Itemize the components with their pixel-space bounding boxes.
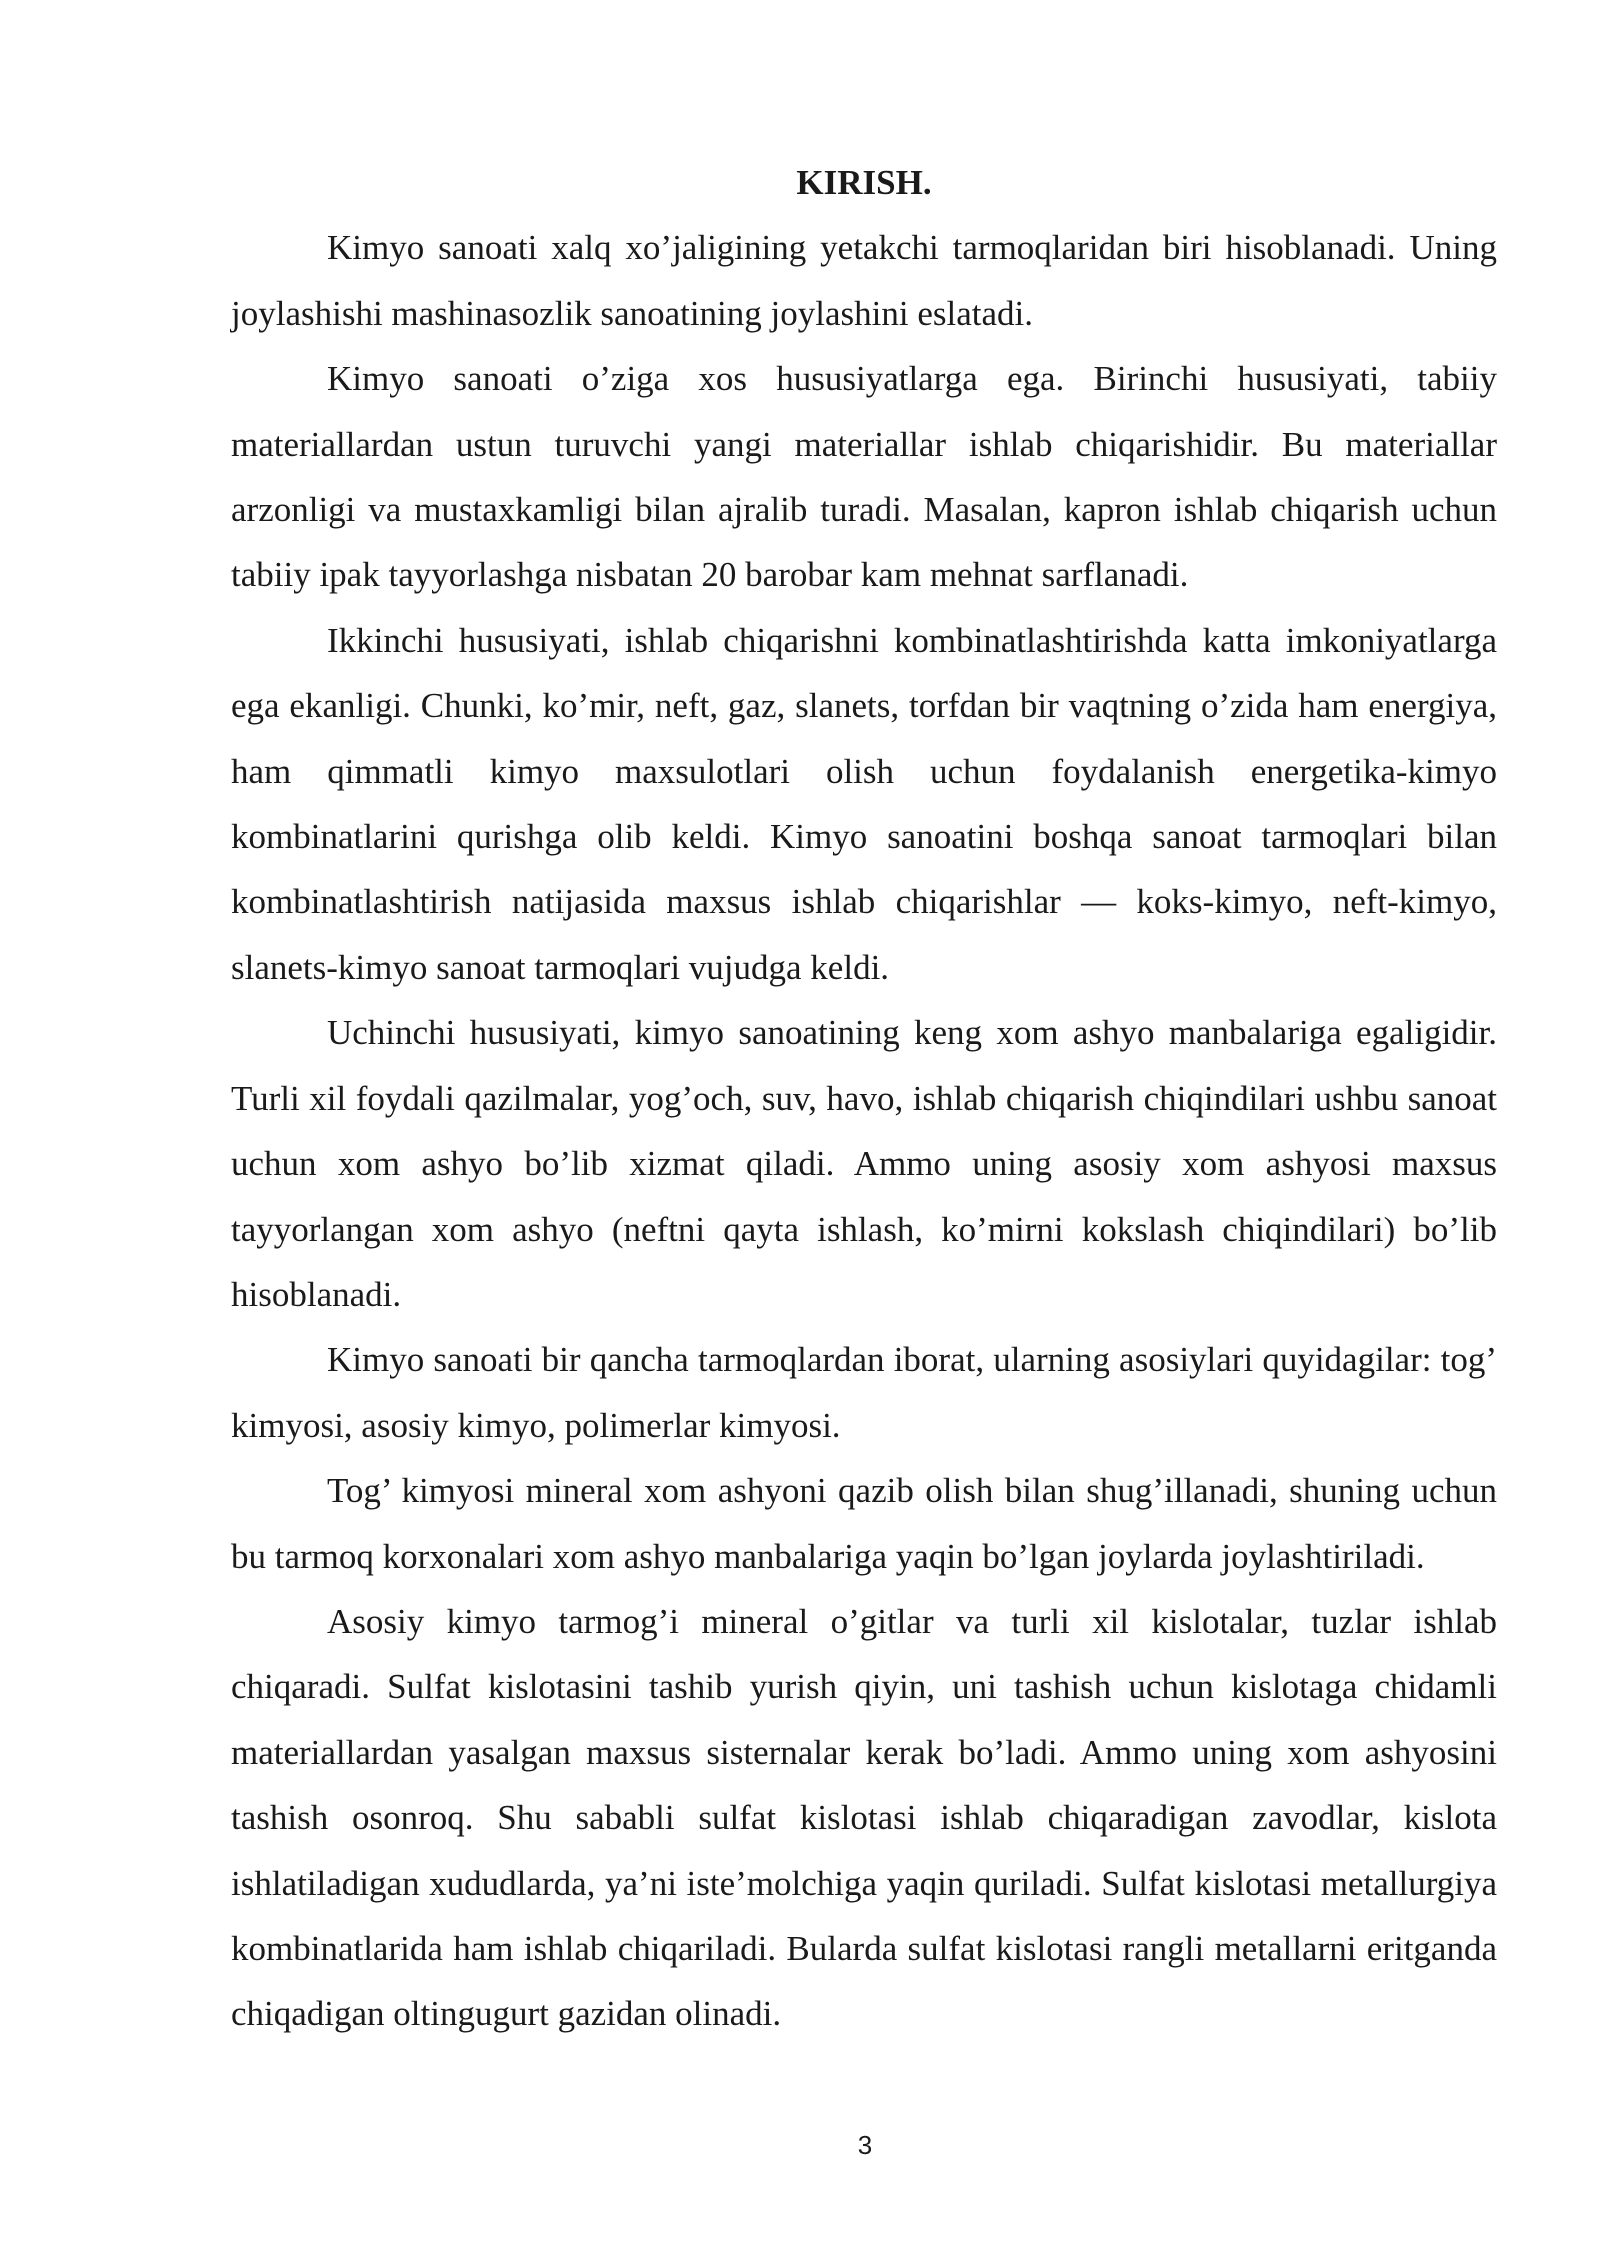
paragraph-5: Kimyo sanoati bir qancha tarmoqlardan iborat, ularning asosiylari quyidagilar: tog’ kimyosi, asosiy kimyo, polimerlar kimyosi. bbox=[231, 1340, 1497, 1445]
paragraph-1: Kimyo sanoati xalq xo’jaligining yetakchi tarmoqlaridan biri hisoblanadi. Uning joylashishi mashinasozlik sanoatining joylashini eslatadi. bbox=[231, 228, 1497, 333]
page-number: 3 bbox=[857, 2130, 873, 2160]
paragraph-3: Ikkinchi hususiyati, ishlab chiqarishni kombinatlashtirishda katta imkoniyatlarga ega ekanligi. Chunki, ko’mir, neft, gaz, slanets, torfdan bir vaqtning o’zida ham energiya, ham qimmatli kimyo maxsulotlari olish uchun foydalanish energetika-kimyo kombinatlarini qurishga olib keldi. Kimyo sanoatini boshqa sanoat tarmoqlari bilan kombinatlashtirish natijasida maxsus ishlab chiqarishlar — koks-kimyo, neft-kimyo, slanets-kimyo sanoat tarmoqlari vujudga keldi. bbox=[231, 620, 1497, 987]
page-title: KIRISH. bbox=[796, 163, 932, 202]
paragraph-7: Asosiy kimyo tarmog’i mineral o’gitlar va turli xil kislotalar, tuzlar ishlab chiqaradi. Sulfat kislotasini tashib yurish qiyin, uni tashish uchun kislotaga chidamli materiallardan yasalgan maxsus sisternalar kerak bo’ladi. Ammo uning xom ashyosini tashish osonroq. Shu sababli sulfat kislotasi ishlab chiqaradigan zavodlar, kislota ishlatiladigan xududlarda, ya’ni iste’molchiga yaqin quriladi. Sulfat kislotasi metallurgiya kombinatlarida ham ishlab chiqariladi. Bularda sulfat kislotasi rangli metallarni eritganda chiqadigan oltingugurt gazidan olinadi. bbox=[231, 1601, 1497, 2034]
document-body bbox=[231, 150, 1497, 2047]
paragraph-6: Tog’ kimyosi mineral xom ashyoni qazib olish bilan shug’illanadi, shuning uchun bu tarmoq korxonalari xom ashyo manbalariga yaqin bo’lgan joylarda joylashtiriladi. bbox=[231, 1471, 1497, 1576]
paragraph-4: Uchinchi hususiyati, kimyo sanoatining keng xom ashyo manbalariga egaligidir. Turli xil foydali qazilmalar, yog’och, suv, havo, ishlab chiqarish chiqindilari ushbu sanoat uchun xom ashyo bo’lib xizmat qiladi. Ammo uning asosiy xom ashyosi maxsus tayyorlangan xom ashyo (neftni qayta ishlash, ko’mirni kokslash chiqindilari) bo’lib hisoblanadi. bbox=[231, 1013, 1497, 1314]
paragraph-2: Kimyo sanoati o’ziga xos hususiyatlarga ega. Birinchi hususiyati, tabiiy materiallardan ustun turuvchi yangi materiallar ishlab chiqarishidir. Bu materiallar arzonligi va mustaxkamligi bilan ajralib turadi. Masalan, kapron ishlab chiqarish uchun tabiiy ipak tayyorlashga nisbatan 20 barobar kam mehnat sarflanadi. bbox=[231, 359, 1497, 595]
